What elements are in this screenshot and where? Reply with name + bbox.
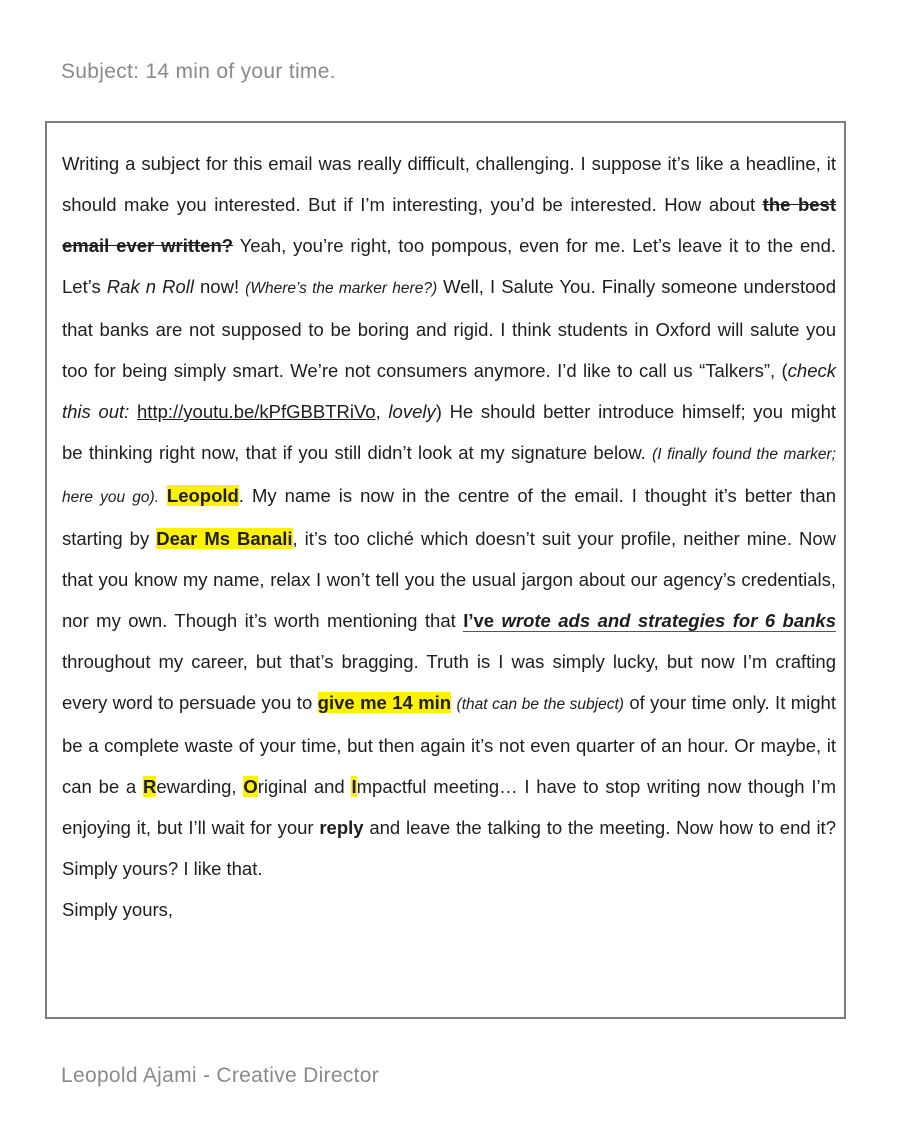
text-run: [129, 401, 137, 422]
youtube-link[interactable]: http://youtu.be/kPfGBBTRiVo: [137, 401, 376, 422]
bold-reply: reply: [319, 817, 364, 838]
highlight-letter-o: O: [243, 776, 258, 797]
aside-note: (Where’s the marker here?): [245, 280, 438, 297]
text-run: and leave the talking to the meeting. Now how to end it? Simply yours? I like that.: [62, 817, 836, 879]
text-run: [159, 485, 167, 506]
text-run: now!: [193, 276, 246, 297]
text-run: Writing a subject for this email was really difficult, challenging. I suppose it’s like a headline, it should make you interested. But if I’m interesting, you’d be interested. How about: [62, 153, 836, 215]
text-run: ewarding,: [156, 776, 244, 797]
text-run: ,: [375, 401, 389, 422]
highlight-name: Leopold: [166, 485, 239, 506]
aside-note: (I finally found the marker; here you go).: [62, 446, 836, 506]
underlined-credentials: [463, 610, 836, 632]
emphasis-lovely: lovely: [388, 401, 436, 422]
text-run: , it’s too cliché which doesn’t suit your profile, neither mine. Now that you know my name, relax I won’t tell you the usual jargon about our agency’s credentials, nor my own. Though it’s worth mentioning that: [62, 528, 836, 631]
text-run: of your time only. It might be a complete waste of your time, but then again it’s not even quarter of an hour. Or maybe, it can be a: [62, 692, 836, 797]
email-paragraph: [62, 143, 836, 889]
struck-headline: the best email ever written?: [62, 194, 837, 256]
text-run: mpactful meeting… I have to stop writing now though I’m enjoying it, but I’ll wait for your: [62, 776, 836, 838]
highlight-give-me-14-min: give me 14 min: [317, 692, 452, 713]
email-subject: Subject: 14 min of your time.: [61, 60, 336, 83]
text-run: riginal and: [257, 776, 352, 797]
highlight-letter-i: I: [351, 776, 357, 797]
email-signature: Leopold Ajami - Creative Director: [61, 1064, 380, 1087]
aside-note: (that can be the subject): [456, 696, 624, 713]
text-run: ) He should better introduce himself; you might be thinking right now, that if you still didn’t look at my signature below.: [62, 401, 837, 463]
text-run: . My name is now in the centre of the email. I thought it’s better than starting by: [62, 485, 836, 549]
emphasis-check-this-out: check this out:: [62, 360, 836, 422]
text-run: I’ve: [463, 610, 502, 631]
text-run: Yeah, you’re right, too pompous, even for me. Let’s leave it to the end. Let’s: [62, 235, 836, 297]
emphasis-banks: wrote ads and strategies for 6 banks: [501, 610, 837, 631]
highlight-dear-ms-banali: Dear Ms Banali: [156, 528, 293, 549]
email-body-frame: [45, 121, 846, 1019]
highlight-letter-r: R: [142, 776, 157, 797]
text-run: Well, I Salute You. Finally someone understood that banks are not supposed to be boring and rigid. I think students in Oxford will salute you too for being simply smart. We’re not consumers anymore. I’d like to call us “Talkers”, (: [62, 276, 837, 381]
email-body: [62, 143, 836, 930]
email-closing: Simply yours,: [62, 899, 174, 920]
emphasis-rak-n-roll: Rak n Roll: [106, 276, 194, 297]
text-run: throughout my career, but that’s bragging. Truth is I was simply lucky, but now I’m crafting every word to persuade you to: [62, 651, 836, 713]
